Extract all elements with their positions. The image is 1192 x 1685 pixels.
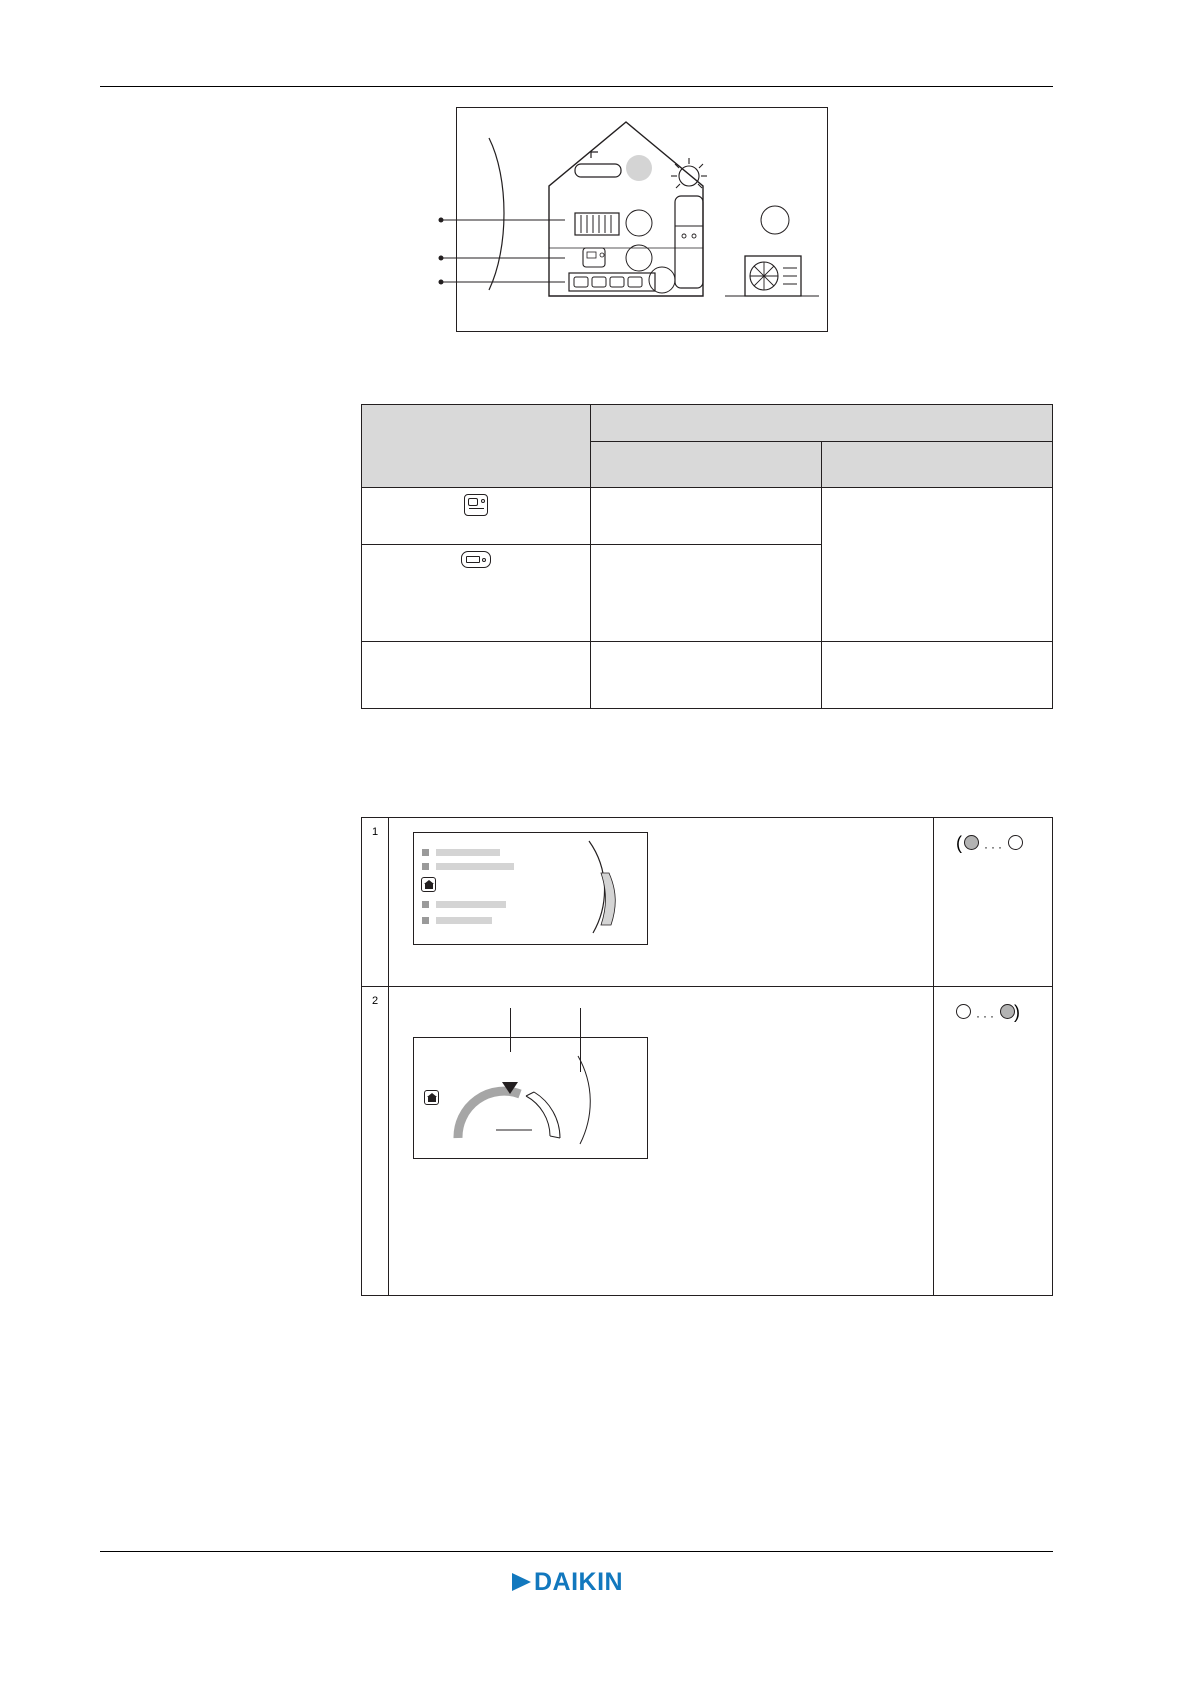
- step-row: [362, 818, 1053, 987]
- menu-row-line: [436, 917, 492, 924]
- row-room-thermostat-cell: [362, 488, 591, 545]
- table-header-row-1: [362, 405, 1053, 442]
- step-number: 1: [362, 818, 389, 987]
- row-3-label: [362, 642, 591, 709]
- menu-bullet: [422, 863, 429, 870]
- row-3-col3: [822, 642, 1053, 709]
- menu-bullet: [422, 849, 429, 856]
- nav-dots: ···: [976, 1009, 997, 1023]
- step-indicator-cell: [934, 818, 1053, 987]
- menu-bullet: [422, 917, 429, 924]
- nav-dot-inactive: [956, 1004, 971, 1019]
- callout-lines-svg: [435, 200, 575, 300]
- nav-dot-active: [964, 835, 979, 850]
- bracket-left-icon: (: [956, 833, 962, 853]
- guide-line: [580, 1008, 581, 1072]
- rotate-then-select-icon: [956, 832, 1030, 854]
- step-row: [362, 987, 1053, 1296]
- options-table: [361, 404, 1053, 709]
- table-row: [362, 642, 1053, 709]
- menu-row-line: [436, 901, 506, 908]
- user-interface-icon: [461, 551, 491, 568]
- header-rule: [100, 86, 1053, 87]
- room-thermostat-icon: [464, 494, 488, 516]
- menu-row-line: [436, 863, 514, 870]
- figure-callouts: [435, 200, 575, 300]
- table-col1-header: [362, 405, 591, 488]
- dial-graphic: [414, 1038, 647, 1158]
- step-number: 2: [362, 987, 389, 1296]
- bracket-right-icon: ): [1014, 1002, 1020, 1022]
- footer-rule: [100, 1551, 1053, 1552]
- select-then-confirm-icon: [956, 1001, 1030, 1023]
- table-row: [362, 488, 1053, 545]
- daikin-logo-mark-icon: [512, 1573, 531, 1591]
- step-indicator-cell: [934, 987, 1053, 1296]
- scroll-indicator: [563, 833, 643, 944]
- menu-bullet: [422, 901, 429, 908]
- daikin-logo: [512, 1567, 682, 1597]
- row-1-col3: [822, 488, 1053, 642]
- procedure-steps-table: [361, 817, 1053, 1296]
- table-sub-header-2: [822, 442, 1053, 488]
- nav-dot-active: [1000, 1004, 1015, 1019]
- home-icon: [421, 877, 436, 892]
- row-2-col2: [591, 545, 822, 642]
- table-group-header: [591, 405, 1053, 442]
- step-content: [389, 818, 934, 987]
- row-1-col2: [591, 488, 822, 545]
- guide-line: [510, 1008, 511, 1052]
- step-content: [389, 987, 934, 1296]
- menu-list-screen: [413, 832, 648, 945]
- nav-dots: ···: [984, 840, 1005, 854]
- row-user-interface-cell: [362, 545, 591, 642]
- daikin-logo-text: DAIKIN: [534, 1567, 624, 1596]
- row-3-col2: [591, 642, 822, 709]
- dial-screen: [413, 1037, 648, 1159]
- table-sub-header-1: [591, 442, 822, 488]
- nav-dot-inactive: [1008, 835, 1023, 850]
- menu-row-line: [436, 849, 500, 856]
